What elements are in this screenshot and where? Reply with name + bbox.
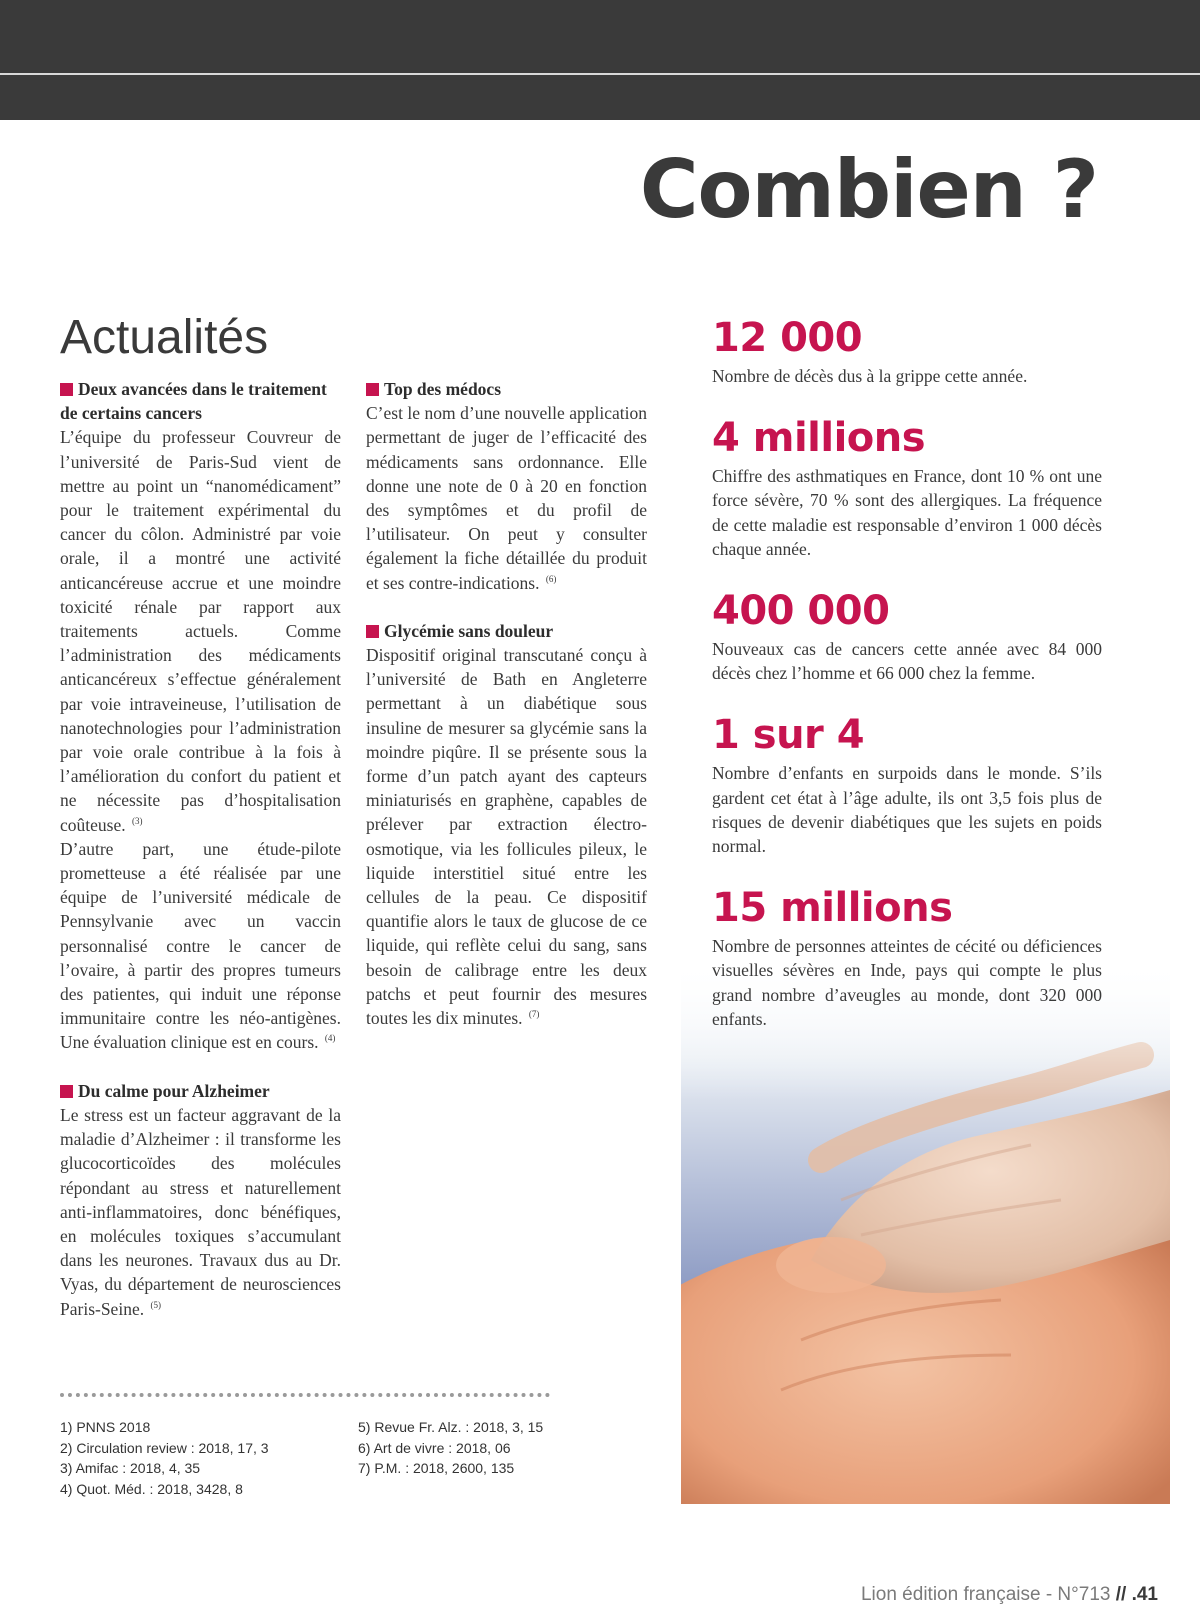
article-paragraph: D’autre part, une étude-pilote prometteuse a été réalisée par une équipe de l’université médicale de Pennsylvanie avec un vaccin personnalisé contre le cancer de l’ovaire, à partir des propres tumeurs des patientes, qui induit une réponse immunitaire contre les néo-antigènes. Une évaluation clinique est en cours. $^{(4)}$ <box>60 838 341 1053</box>
article-title: Deux avancées dans le traitement de certains cancers <box>60 379 327 424</box>
article-paragraph: Dispositif original transcutané conçu à l’université de Bath en Angleterre permettant à un diabétique sous insuline de mesurer sa glycémie sans la moindre piqûre. Il se présente sous la forme d’un patch ayant des capteurs miniaturisés en graphène, capables de prélever par extraction électro-osmotique, via les follicules pileux, le liquide interstitiel situé entre les cellules de la peau. Ce dispositif quantifie alors le taux de glucose de ce liquide, qui reflète celui du sang, sans besoin de calibrage entre les deux patchs et peut fournir des mesures toutes les dix minutes. $^{(7)}$ <box>366 645 647 1029</box>
square-bullet-icon <box>366 383 379 396</box>
article-paragraph: Le stress est un facteur aggravant de la maladie d’Alzheimer : il transforme les glucocorticoïdes des molécules répondant au stress et naturellement anti-inflammatoires, donc bénéfiques, en molécules toxiques s’accumulant dans les neurones. Travaux dus au Dr. Vyas, du département de neurosciences Paris-Seine. $^{(5)}$ <box>60 1104 341 1319</box>
top-banner-rule <box>0 73 1200 75</box>
page-number: .41 <box>1131 1584 1158 1605</box>
reference-item: 7) P.M. : 2018, 2600, 135 <box>358 1460 515 1476</box>
stat-number: 1 sur 4 <box>712 712 865 759</box>
references-list-right <box>358 1417 543 1479</box>
reference-item: 2) Circulation review : 2018, 17, 3 <box>60 1439 269 1456</box>
stat-number: 15 millions <box>712 885 953 932</box>
reference-mark[interactable]: (5) <box>150 1299 161 1310</box>
square-bullet-icon <box>366 625 379 638</box>
reference-mark[interactable]: (3) <box>131 815 143 826</box>
reference-item: 3) Amifac : 2018, 4, 35 <box>60 1460 201 1476</box>
stat-block <box>712 316 1102 388</box>
references-divider <box>60 1393 550 1397</box>
article-title: Du calme pour Alzheimer <box>60 1079 341 1103</box>
news-column-1 <box>60 377 341 1345</box>
article-title: Glycémie sans douleur <box>366 619 647 643</box>
footer-separator: // <box>1115 1584 1127 1605</box>
article-paragraph: L’équipe du professeur Couvreur de l’université de Paris-Sud vient de mettre au point un “nanomédicament” pour le traitement expérimental du cancer du côlon. Administré par voie orale, il a montré une activité anticancéreuse accrue et une moindre toxicité rénale par rapport aux traitements actuels. Comme l’administration des médicaments anticancéreux s’effectue généralement par voie intraveineuse, l’utilisation de nanotechnologies pour l’administration par voie orale contribue à la fois à l’amélioration du confort du patient et ne nécessite pas d’hospitalisation coûteuse. $^{(3)}$ <box>60 427 341 835</box>
reference-item: 1) PNNS 2018 <box>60 1419 151 1435</box>
stat-block <box>712 416 1102 561</box>
reference-item: 6) Art de vivre : 2018, 06 <box>358 1439 511 1456</box>
publication-name: Lion édition française - N°713 <box>860 1584 1111 1605</box>
article-cancers <box>60 377 341 1055</box>
reference-item: 4) Quot. Méd. : 2018, 3428, 8 <box>60 1480 243 1497</box>
top-banner <box>0 0 1200 120</box>
stat-block <box>712 713 1102 858</box>
square-bullet-icon <box>60 1085 73 1098</box>
stat-description: Nombre d’enfants en surpoids dans le monde. S’ils gardent cet état à l’âge adulte, ils ont 3,5 fois plus de risques de devenir diabétiques que les sujets en poids normal. <box>712 763 1102 857</box>
stats-column <box>712 316 1102 1059</box>
stat-description: Nombre de décès dus à la grippe cette année. <box>712 366 1028 386</box>
references-list-left <box>60 1417 269 1499</box>
article-glycemie <box>366 619 647 1030</box>
stat-block <box>712 886 1102 1031</box>
stat-number: 12 000 <box>712 315 863 361</box>
stat-description: Nombre de personnes atteintes de cécité ou déficiences visuelles sévères en Inde, pays qui compte le plus grand nombre d’aveugles au monde, dont 320 000 enfants. <box>712 936 1102 1029</box>
article-paragraph: C’est le nom d’une nouvelle application permettant de juger de l’efficacité des médicaments sans ordonnance. Elle donne une note de 0 à 20 en fonction des symptômes et du profil de l’utilisateur. On peut y consulter également la fiche détaillée du produit et ses contre-indications. $^{(6)}$ <box>366 403 647 593</box>
article-alzheimer <box>60 1079 341 1321</box>
article-title: Top des médocs <box>366 377 647 401</box>
square-bullet-icon <box>60 383 73 396</box>
reference-mark[interactable]: (4) <box>324 1033 336 1044</box>
article-top-medocs <box>366 377 647 595</box>
page-title: Combien ? <box>639 143 1098 236</box>
stat-description: Nouveaux cas de cancers cette année avec 84 000 décès chez l’homme et 66 000 chez la femme. <box>712 639 1102 684</box>
stat-number: 4 millions <box>712 415 926 462</box>
reference-mark[interactable]: (6) <box>545 573 557 584</box>
section-title-actualites: Actualités <box>60 311 269 364</box>
reference-mark[interactable]: (7) <box>528 1009 540 1020</box>
stat-number: 400 000 <box>712 588 890 635</box>
reference-item: 5) Revue Fr. Alz. : 2018, 3, 15 <box>358 1419 544 1435</box>
stat-description: Chiffre des asthmatiques en France, dont 10 % ont une force sévère, 70 % sont des allergiques. La fréquence de cette maladie est responsable d’environ 1 000 décès chaque année. <box>712 466 1102 559</box>
page-footer <box>861 1584 1158 1606</box>
stat-block <box>712 589 1102 685</box>
news-column-2 <box>366 377 647 1054</box>
